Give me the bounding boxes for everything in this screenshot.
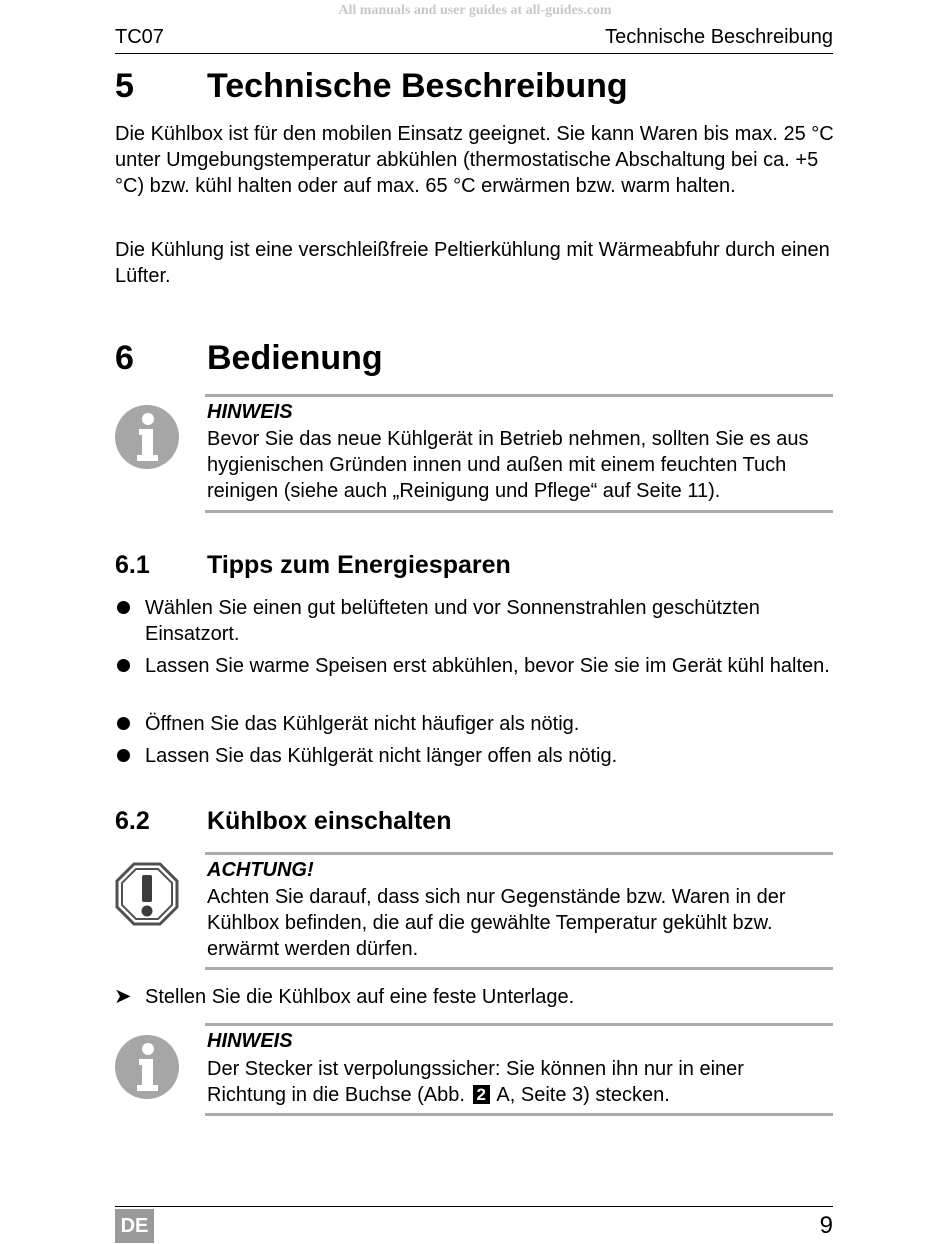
info-icon	[115, 1035, 179, 1099]
header-divider	[115, 53, 833, 54]
section-6-number: 6	[115, 339, 134, 377]
section-6-2-number: 6.2	[115, 807, 150, 835]
watermark-text: All manuals and user guides at all-guides.com	[338, 3, 612, 18]
list-item: Öffnen Sie das Kühlgerät nicht häufiger als nötig.	[145, 713, 580, 735]
header-section-title: Technische Beschreibung	[605, 26, 833, 48]
warning-label: ACHTUNG!	[207, 859, 314, 881]
list-item: Wählen Sie einen gut belüfteten und vor Sonnenstrahlen geschützten Einsatzort.	[145, 597, 760, 645]
section-6-1-title: Tipps zum Energiesparen	[207, 551, 511, 579]
note-label: HINWEIS	[207, 401, 293, 423]
footer-divider	[115, 1206, 833, 1207]
warning-top-rule	[205, 852, 833, 855]
figure-reference-badge: 2	[473, 1085, 490, 1104]
note-2-label: HINWEIS	[207, 1030, 293, 1052]
step-arrow-icon: ➤	[114, 985, 132, 1008]
header-model: TC07	[115, 26, 164, 48]
bullet-icon	[117, 601, 130, 614]
note-text: Bevor Sie das neue Kühlgerät in Betrieb nehmen, sollten Sie es aus hygienischen Gründen innen und außen mit einem feuchten Tuch reinigen (siehe auch „Reinigung und Pflege“ auf Seite 11).	[207, 428, 809, 502]
note-2-top-rule	[205, 1023, 833, 1026]
list-item: Lassen Sie warme Speisen erst abkühlen, bevor Sie sie im Gerät kühl halten.	[145, 655, 830, 677]
page-number: 9	[819, 1212, 833, 1239]
bullet-icon	[117, 659, 130, 672]
section-6-title: Bedienung	[207, 339, 383, 377]
language-badge: DE	[115, 1209, 154, 1243]
note-2-text-line-1: Der Stecker ist verpolungssicher: Sie können ihn nur in einer	[207, 1058, 744, 1080]
warning-octagon-icon	[115, 862, 179, 926]
list-item: Lassen Sie das Kühlgerät nicht länger offen als nötig.	[145, 745, 618, 767]
note-2-bottom-rule	[205, 1113, 833, 1116]
section-6-2-title: Kühlbox einschalten	[207, 807, 452, 835]
warning-text: Achten Sie darauf, dass sich nur Gegenstände bzw. Waren in der Kühlbox befinden, die auf die gewählte Temperatur gekühlt bzw. erwärmt werden dürfen.	[207, 886, 786, 960]
bullet-icon	[117, 717, 130, 730]
section-5-number: 5	[115, 67, 134, 105]
section-5-title: Technische Beschreibung	[207, 67, 628, 105]
section-6-1-number: 6.1	[115, 551, 150, 579]
note-2-text-after-figure: A, Seite 3) stecken.	[496, 1084, 670, 1106]
info-icon	[115, 405, 179, 469]
note-bottom-rule	[205, 510, 833, 513]
note-2-text-line-2	[207, 1082, 832, 1108]
note-2-text	[207, 1056, 832, 1108]
note-top-rule	[205, 394, 833, 397]
section-5-paragraph-1: Die Kühlbox ist für den mobilen Einsatz geeignet. Sie kann Waren bis max. 25 °C unter Umgebungstemperatur abkühlen (thermostatische Abschaltung bei ca. +5 °C) bzw. kühl halten oder auf max. 65 °C erwärmen bzw. warm halten.	[115, 123, 834, 197]
step-text: Stellen Sie die Kühlbox auf eine feste Unterlage.	[145, 986, 575, 1008]
bullet-icon	[117, 749, 130, 762]
note-2-text-before-figure: Richtung in die Buchse (Abb.	[207, 1084, 465, 1106]
section-5-paragraph-2: Die Kühlung ist eine verschleißfreie Peltierkühlung mit Wärmeabfuhr durch einen Lüfter.	[115, 239, 830, 287]
warning-bottom-rule	[205, 967, 833, 970]
